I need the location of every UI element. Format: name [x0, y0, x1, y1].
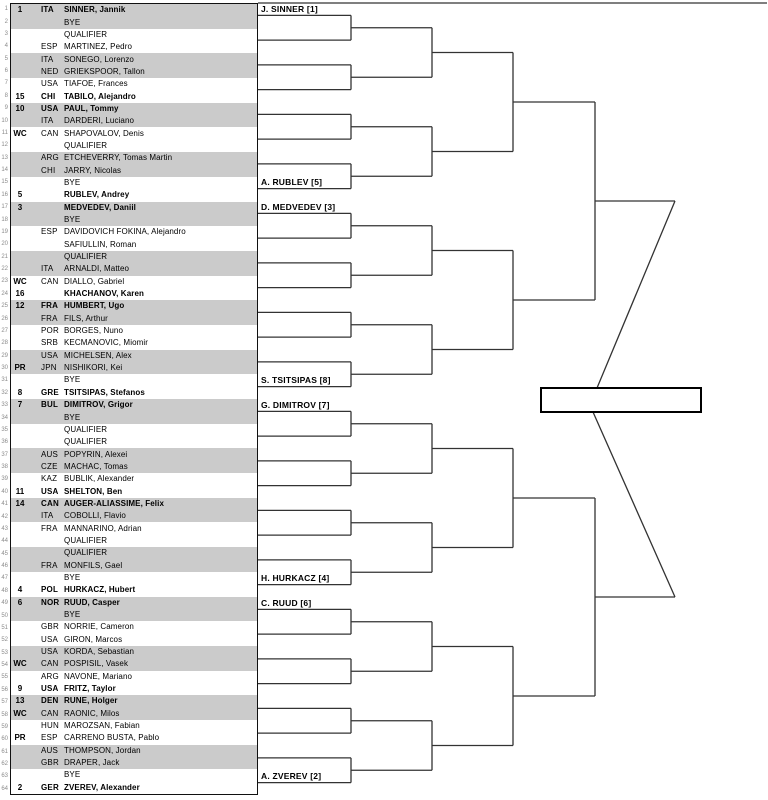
player-row — [11, 276, 257, 288]
country-code: ITA — [41, 264, 54, 274]
row-number: 35 — [1, 426, 8, 433]
row-number: 52 — [1, 637, 8, 644]
player-name: RUBLEV, Andrey — [64, 190, 130, 200]
player-row — [11, 29, 257, 41]
row-number: 55 — [1, 674, 8, 681]
player-row — [11, 597, 257, 609]
seed-tag: 12 — [15, 301, 25, 311]
player-row — [11, 671, 257, 683]
row-number: 24 — [1, 290, 8, 297]
row-number: 10 — [1, 117, 8, 124]
row-number: 8 — [4, 92, 8, 99]
advancer-label: D. MEDVEDEV [3] — [261, 201, 336, 212]
country-code: CAN — [41, 708, 59, 718]
player-row — [11, 189, 257, 201]
row-number: 17 — [1, 204, 8, 211]
player-name: ARNALDI, Matteo — [64, 264, 130, 274]
player-name: HUMBERT, Ugo — [64, 301, 125, 311]
player-name: MARTINEZ, Pedro — [64, 42, 133, 52]
country-code: ESP — [41, 733, 58, 743]
player-name: MEDVEDEV, Daniil — [64, 202, 136, 212]
country-code: CAN — [41, 498, 59, 508]
player-name: SHELTON, Ben — [64, 486, 123, 496]
row-number: 42 — [1, 513, 8, 520]
row-number: 48 — [1, 587, 8, 594]
row-number: 60 — [1, 736, 8, 743]
row-number: 13 — [1, 154, 8, 161]
seed-tag: WC — [13, 276, 27, 286]
player-row — [11, 226, 257, 238]
player-row — [11, 399, 257, 411]
country-code: HUN — [41, 721, 59, 731]
player-row — [11, 251, 257, 263]
row-number: 1 — [4, 6, 8, 13]
player-name: SHAPOVALOV, Denis — [64, 128, 144, 138]
player-row — [11, 646, 257, 658]
player-name: QUALIFIER — [64, 548, 108, 558]
player-row — [11, 510, 257, 522]
player-row — [11, 757, 257, 769]
country-code: BUL — [41, 400, 59, 410]
player-row — [11, 202, 257, 214]
row-number: 54 — [1, 662, 8, 669]
country-code: CHI — [41, 91, 56, 101]
row-number: 43 — [1, 525, 8, 532]
player-row — [11, 263, 257, 275]
player-row — [11, 66, 257, 78]
row-number: 38 — [1, 464, 8, 471]
row-number: 11 — [1, 129, 8, 136]
country-code: USA — [41, 647, 59, 657]
player-name: GRIEKSPOOR, Tallon — [64, 66, 145, 76]
player-row — [11, 90, 257, 102]
player-name: NORRIE, Cameron — [64, 622, 134, 632]
country-code: USA — [41, 103, 59, 113]
row-number: 61 — [1, 748, 8, 755]
player-name: QUALIFIER — [64, 252, 108, 262]
player-row — [11, 436, 257, 448]
final-box — [540, 387, 702, 413]
seed-tag: 11 — [15, 486, 25, 496]
row-number: 53 — [1, 649, 8, 656]
player-name: AUGER-ALIASSIME, Felix — [64, 498, 164, 508]
player-name: BYE — [64, 17, 81, 27]
advancer-label: A. ZVEREV [2] — [261, 771, 322, 782]
row-number: 3 — [4, 30, 8, 37]
row-number: 16 — [1, 191, 8, 198]
row-number: 20 — [1, 241, 8, 248]
seed-tag: 6 — [17, 597, 23, 607]
player-row — [11, 362, 257, 374]
player-name: GIRON, Marcos — [64, 634, 123, 644]
player-name: POSPISIL, Vasek — [64, 659, 129, 669]
player-row — [11, 4, 257, 16]
seed-tag: 2 — [17, 782, 23, 792]
country-code: ESP — [41, 227, 58, 237]
player-name: MICHELSEN, Alex — [64, 350, 132, 360]
country-code: USA — [41, 79, 59, 89]
player-row — [11, 732, 257, 744]
player-name: RUNE, Holger — [64, 696, 118, 706]
player-row — [11, 782, 257, 794]
player-name: BYE — [64, 375, 81, 385]
seed-tag: 5 — [17, 190, 23, 200]
player-row — [11, 695, 257, 707]
country-code: ITA — [41, 116, 54, 126]
row-number: 12 — [1, 142, 8, 149]
player-name: SINNER, Jannik — [64, 5, 126, 15]
player-name: BYE — [64, 412, 81, 422]
row-number: 22 — [1, 266, 8, 273]
player-name: FILS, Arthur — [64, 313, 108, 323]
player-row — [11, 325, 257, 337]
country-code: DEN — [41, 696, 59, 706]
player-name: BYE — [64, 770, 81, 780]
player-row — [11, 535, 257, 547]
country-code: FRA — [41, 301, 59, 311]
player-name: COBOLLI, Flavio — [64, 511, 126, 521]
row-number-column — [0, 3, 8, 795]
row-number: 23 — [1, 278, 8, 285]
row-number: 37 — [1, 451, 8, 458]
player-row — [11, 177, 257, 189]
country-code: GBR — [41, 758, 59, 768]
advancer-label: A. RUBLEV [5] — [261, 177, 323, 188]
player-name: BYE — [64, 610, 81, 620]
player-row — [11, 498, 257, 510]
player-row — [11, 411, 257, 423]
row-number: 26 — [1, 315, 8, 322]
player-row — [11, 140, 257, 152]
country-code: CAN — [41, 276, 59, 286]
player-name: BYE — [64, 572, 81, 582]
player-row — [11, 78, 257, 90]
row-number: 6 — [4, 68, 8, 75]
country-code: NOR — [41, 597, 60, 607]
seed-tag: WC — [13, 708, 27, 718]
player-name: NISHIKORI, Kei — [64, 363, 123, 373]
country-code: ARG — [41, 671, 59, 681]
player-row — [11, 708, 257, 720]
row-number: 64 — [1, 785, 8, 792]
country-code: CHI — [41, 165, 56, 175]
row-number: 33 — [1, 402, 8, 409]
player-row — [11, 239, 257, 251]
player-row — [11, 485, 257, 497]
player-row — [11, 350, 257, 362]
player-row — [11, 300, 257, 312]
seed-tag: 10 — [15, 103, 25, 113]
player-name: FRITZ, Taylor — [64, 684, 116, 694]
seed-tag: PR — [14, 363, 26, 373]
country-code: USA — [41, 350, 59, 360]
player-name: QUALIFIER — [64, 424, 108, 434]
row-number: 9 — [4, 105, 8, 112]
player-name: RUUD, Casper — [64, 597, 120, 607]
country-code: FRA — [41, 560, 58, 570]
player-name: TIAFOE, Frances — [64, 79, 128, 89]
row-number: 7 — [4, 80, 8, 87]
player-row — [11, 103, 257, 115]
seed-tag: WC — [13, 128, 27, 138]
row-number: 44 — [1, 538, 8, 545]
seed-tag: 15 — [15, 91, 25, 101]
player-name: BUBLIK, Alexander — [64, 474, 135, 484]
country-code: ITA — [41, 511, 54, 521]
player-name: BYE — [64, 177, 81, 187]
player-row — [11, 559, 257, 571]
row-number: 51 — [1, 624, 8, 631]
country-code: NED — [41, 66, 59, 76]
player-row — [11, 41, 257, 53]
player-name: MANNARINO, Adrian — [64, 523, 142, 533]
player-row — [11, 683, 257, 695]
player-name: BYE — [64, 215, 81, 225]
row-number: 40 — [1, 488, 8, 495]
player-name: KECMANOVIC, Miomir — [64, 338, 149, 348]
player-row — [11, 547, 257, 559]
player-name: DRAPER, Jack — [64, 758, 120, 768]
row-number: 29 — [1, 352, 8, 359]
seed-tag: 14 — [15, 498, 25, 508]
row-number: 45 — [1, 550, 8, 557]
player-row — [11, 387, 257, 399]
player-row — [11, 164, 257, 176]
country-code: POL — [41, 585, 59, 595]
row-number: 59 — [1, 723, 8, 730]
country-code: USA — [41, 634, 59, 644]
seed-tag: WC — [13, 659, 27, 669]
row-number: 28 — [1, 340, 8, 347]
player-name: DARDERI, Luciano — [64, 116, 135, 126]
player-row — [11, 53, 257, 65]
player-name: CARRENO BUSTA, Pablo — [64, 733, 160, 743]
player-name: QUALIFIER — [64, 535, 108, 545]
country-code: CAN — [41, 659, 59, 669]
country-code: SRB — [41, 338, 59, 348]
player-name: POPYRIN, Alexei — [64, 449, 128, 459]
country-code: CZE — [41, 461, 58, 471]
row-number: 49 — [1, 600, 8, 607]
seed-tag: 8 — [17, 387, 23, 397]
player-name: MACHAC, Tomas — [64, 461, 128, 471]
seed-tag: 9 — [17, 684, 23, 694]
country-code: AUS — [41, 449, 59, 459]
player-name: QUALIFIER — [64, 29, 108, 39]
row-number: 46 — [1, 563, 8, 570]
country-code: JPN — [41, 363, 57, 373]
row-number: 34 — [1, 414, 8, 421]
country-code: USA — [41, 486, 59, 496]
player-list — [10, 3, 258, 795]
row-number: 21 — [1, 253, 8, 260]
player-name: HURKACZ, Hubert — [64, 585, 136, 595]
advancer-label: G. DIMITROV [7] — [261, 399, 330, 410]
player-name: KORDA, Sebastian — [64, 647, 135, 657]
row-number: 14 — [1, 167, 8, 174]
row-number: 36 — [1, 439, 8, 446]
country-code: USA — [41, 684, 59, 694]
advancer-label: S. TSITSIPAS [8] — [261, 375, 331, 386]
player-row — [11, 769, 257, 781]
player-row — [11, 337, 257, 349]
player-name: ETCHEVERRY, Tomas Martin — [64, 153, 173, 163]
player-name: NAVONE, Mariano — [64, 671, 133, 681]
player-row — [11, 584, 257, 596]
player-row — [11, 152, 257, 164]
player-name: RAONIC, Milos — [64, 708, 120, 718]
player-row — [11, 115, 257, 127]
player-name: TSITSIPAS, Stefanos — [64, 387, 145, 397]
seed-tag: 4 — [17, 585, 23, 595]
row-number: 50 — [1, 612, 8, 619]
player-row — [11, 16, 257, 28]
seed-tag: 1 — [17, 5, 23, 15]
player-name: ZVEREV, Alexander — [64, 782, 140, 792]
player-row — [11, 720, 257, 732]
player-name: TABILO, Alejandro — [64, 91, 136, 101]
country-code: FRA — [41, 313, 58, 323]
player-row — [11, 522, 257, 534]
player-row — [11, 473, 257, 485]
player-row — [11, 424, 257, 436]
seed-tag: PR — [14, 733, 26, 743]
row-number: 25 — [1, 303, 8, 310]
seed-tag: 7 — [17, 400, 23, 410]
row-number: 39 — [1, 476, 8, 483]
advancer-label: J. SINNER [1] — [261, 3, 318, 14]
row-number: 27 — [1, 327, 8, 334]
player-name: QUALIFIER — [64, 140, 108, 150]
player-name: BORGES, Nuno — [64, 326, 124, 336]
country-code: ITA — [41, 54, 54, 64]
player-row — [11, 634, 257, 646]
seed-tag: 16 — [15, 289, 25, 299]
seed-tag: 3 — [17, 202, 23, 212]
country-code: ESP — [41, 42, 58, 52]
player-name: MAROZSAN, Fabian — [64, 721, 140, 731]
player-row — [11, 374, 257, 386]
row-number: 18 — [1, 216, 8, 223]
player-name: DIMITROV, Grigor — [64, 400, 133, 410]
player-name: DAVIDOVICH FOKINA, Alejandro — [64, 227, 186, 237]
player-name: JARRY, Nicolas — [64, 165, 122, 175]
row-number: 56 — [1, 686, 8, 693]
player-row — [11, 313, 257, 325]
row-number: 32 — [1, 389, 8, 396]
player-row — [11, 572, 257, 584]
player-row — [11, 214, 257, 226]
advancer-label: H. HURKACZ [4] — [261, 573, 330, 584]
player-name: DIALLO, Gabriel — [64, 276, 125, 286]
row-number: 41 — [1, 501, 8, 508]
row-number: 47 — [1, 575, 8, 582]
country-code: ARG — [41, 153, 59, 163]
player-row — [11, 448, 257, 460]
country-code: GER — [41, 782, 59, 792]
player-name: KHACHANOV, Karen — [64, 289, 144, 299]
player-name: SAFIULLIN, Roman — [64, 239, 137, 249]
row-number: 31 — [1, 377, 8, 384]
player-row — [11, 621, 257, 633]
row-number: 57 — [1, 699, 8, 706]
row-number: 15 — [1, 179, 8, 186]
player-name: PAUL, Tommy — [64, 103, 119, 113]
country-code: CAN — [41, 128, 59, 138]
row-number: 2 — [4, 18, 8, 25]
row-number: 19 — [1, 228, 8, 235]
country-code: AUS — [41, 745, 59, 755]
seed-tag: 13 — [15, 696, 25, 706]
row-number: 5 — [4, 55, 8, 62]
player-row — [11, 288, 257, 300]
country-code: KAZ — [41, 474, 58, 484]
row-number: 4 — [4, 43, 8, 50]
player-row — [11, 745, 257, 757]
row-number: 30 — [1, 365, 8, 372]
advancer-label: C. RUUD [6] — [261, 597, 312, 608]
country-code: ITA — [41, 5, 54, 15]
row-number: 62 — [1, 761, 8, 768]
player-name: THOMPSON, Jordan — [64, 745, 141, 755]
player-name: QUALIFIER — [64, 437, 108, 447]
row-number: 58 — [1, 711, 8, 718]
player-row — [11, 609, 257, 621]
country-code: GRE — [41, 387, 59, 397]
country-code: GBR — [41, 622, 59, 632]
country-code: FRA — [41, 523, 58, 533]
player-name: MONFILS, Gael — [64, 560, 123, 570]
player-row — [11, 127, 257, 139]
row-number: 63 — [1, 773, 8, 780]
player-row — [11, 658, 257, 670]
player-name: SONEGO, Lorenzo — [64, 54, 134, 64]
player-row — [11, 461, 257, 473]
country-code: POR — [41, 326, 59, 336]
